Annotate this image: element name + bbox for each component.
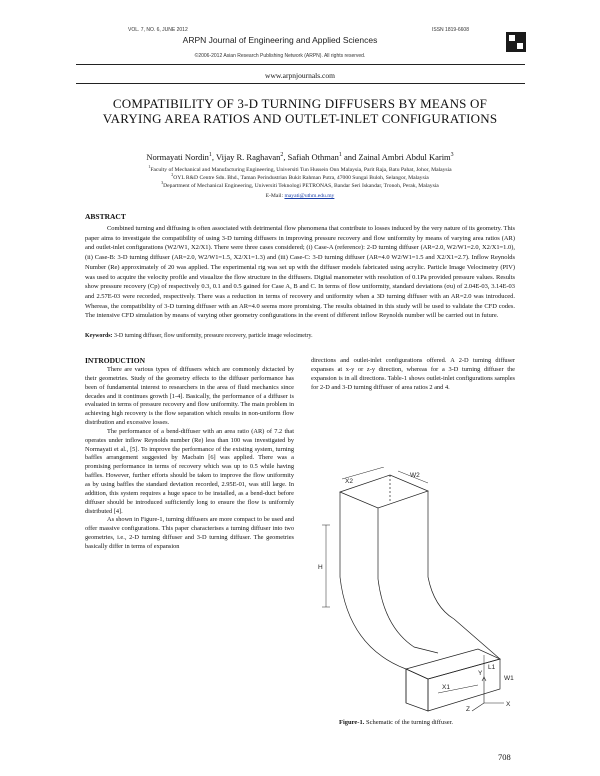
- copyright-notice: ©2006-2012 Asian Research Publishing Network (ARPN). All rights reserved.: [194, 53, 366, 59]
- label-l1: L1: [488, 664, 496, 671]
- paragraph: There are various types of diffusers which are commonly dictacted by their geometries. Study of the geometry effects to the diffuser performance has been of fundamental interest to researchers in the area of fluid mechanics since decades and it continues growth [1-4]. Basically, the performance of a diffuser is evaluated in terms of pressure recovery and flow uniformity. The main problem in achieving high recovery is the flow separation which results in non-uniform flow distribution and excessive losses.: [85, 366, 294, 427]
- paper-title: COMPATIBILITY OF 3-D TURNING DIFFUSERS BY MEANS OF VARYING AREA RATIOS AND OUTLET-INLET CONFIGURATIONS: [102, 96, 498, 126]
- diffuser-side-curve: [428, 491, 454, 619]
- abstract-heading: ABSTRACT: [85, 212, 126, 221]
- paragraph: As shown in Figure-1, turning diffusers are more compact to be used and offer massive configurations. This paper characterises a turning diffuser into two geometries, i.e., 2-D turning diffuser and 3-D turning diffuser. The geometries basically differ in terms of expansion: [85, 516, 294, 550]
- journal-name: ARPN Journal of Engineering and Applied Sciences: [182, 35, 378, 45]
- outlet-top-face: [406, 649, 500, 679]
- journal-website: www.arpnjournals.com: [265, 71, 335, 80]
- paragraph: The performance of a bend-diffuser with an area ratio (AR) of 7.2 that operates under inflow Reynolds number (Re) less than 100 was investigated by Normayati et al., [5]. To improve the performance of the existing system, turning baffles arrangement suggested by Macbain [6] was applied. There was a promising performance in terms of recovery which was up to 0.5 while having baffles. However, further efforts should be taken to improve the flow uniformity as by using baffles the standard deviation recorded, 2.95E-01, was still large. In addition, this system requires a huge space to be installed, as a bend-duct before diffuser should be introduced sufficiently long to ensure the flow is uniformly distributed [4].: [85, 427, 294, 515]
- intro-left-column: [85, 366, 294, 552]
- author-name: Zainal Ambri Abdul Karim: [358, 152, 451, 162]
- diffuser-back-curve: [340, 492, 406, 703]
- journal-logo: [506, 32, 526, 52]
- issn: ISSN 1819-6608: [432, 27, 469, 33]
- label-h: H: [318, 564, 323, 571]
- paragraph: directions and outlet-inlet configurations offered. A 2-D turning diffuser expanses at x-y or z-y direction, whereas for a 3-D turning diffuser the expansion is in all directions. Table-1 shows outlet-inlet configurations samples for 2-D and 3-D turning diffuser of area ratios 2 and 4.: [311, 357, 515, 391]
- contact-email: E-Mail: mayati@uthm.edu.my: [265, 193, 335, 199]
- label-x1: X1: [442, 684, 450, 691]
- axis-y-label: Y: [478, 670, 483, 677]
- email-link[interactable]: mayati@uthm.edu.my: [284, 193, 335, 199]
- volume-info: VOL. 7, NO. 6, JUNE 2012: [128, 27, 188, 33]
- affiliation: $^1$Faculty of Mechanical and Manufacturing Engineering, Universiti Tun Hussein Onn Malaysia, Parit Raja, Batu Pahat, Johor, Malaysia: [148, 165, 452, 173]
- label-w2: W2: [410, 472, 420, 479]
- intro-right-column: [311, 357, 515, 392]
- label-x2: X2: [345, 478, 353, 485]
- header-divider: [76, 64, 525, 65]
- abstract-body: Combined turning and diffusing is often associated with detrimental flow phenomena that contribute to losses induced by the very nature of its geometry. This paper aims to investigate the compatibility of using 3-D turning diffusers in improving pressure recovery and flow uniformity by means of varying area ratios (AR) and outlet-inlet configurations (W2/W1, X2/X1). There were three cases considered; (i) Case-A (reference): 2-D turning diffuser (AR=2.0, W2/W1=2.0, X2/X1=1.0), (ii) Case-B: 3-D turning diffuser (AR=2.0, W2/W1=1.5, X2/X1=1.3) and (iii) Case-C: 3-D turning diffuser (AR=4.0 W2/W1=1.5 and X2/X1=2.7). Inflow Reynolds Number (Re) approximately of 20 was applied. The experimental rig was set up with the diffuser models fabricated using acrylic. Particle Image Velocimetry (PIV) was used to acquire the velocity profile and visualize the flow structure in the diffusers. Digital manometer with resolution of 0.1Pa provided pressure values. Results show pressure recovery (Cp) of respectively 0.3, 0.1 and 0.5 gained for Case A, B and C. In terms of flow uniformity, standard deviations (σu) of 2.04E-03, 3.14E-03 and 2.57E-03 were recorded, respectively. There was a reduction in terms of recovery and uniformity when a 3D turning diffuser with an AR=2.0 was introduced. Whereas, the compatibility of 3-D turning diffuser with an AR=4.0 seems more promising. The results obtained in this study will be used to validate the CFD codes. The intensive CFD simulation by means of varying other geometry configurations in the event of different inflow Reynolds number will be carried out in future.: [85, 225, 515, 320]
- site-divider: [76, 83, 525, 84]
- author-name: Normayati Nordin: [146, 152, 209, 162]
- outlet-side-face: [406, 669, 428, 711]
- inlet-face: [340, 475, 428, 508]
- affiliation: $^2$OYL R&D Centre Sdn. Bhd., Taman Perindustrian Bukit Rahman Putra, 47000 Sungai Buloh, Selangor, Malaysia: [171, 173, 429, 181]
- axis-x-label: X: [506, 701, 511, 708]
- intro-heading: INTRODUCTION: [85, 356, 146, 365]
- keywords: Keywords: 3-D turning diffuser, flow uniformity, pressure recovery, particle image velocimetry.: [85, 333, 313, 339]
- affiliation: $^3$Department of Mechanical Engineering, Universiti Teknologi PETRONAS, Bandar Seri Iskandar, Tronoh, Perak, Malaysia: [161, 181, 439, 189]
- turning-diffuser-schematic: [318, 467, 518, 713]
- author-name: Vijay R. Raghavan: [216, 152, 281, 162]
- author-list: Normayati Nordin$^1$, Vijay R. Raghavan$^2$, Safiah Othman$^1$ and Zainal Ambri Abdul Karim$^3$: [146, 152, 454, 162]
- label-w1: W1: [504, 675, 514, 682]
- page-number: 708: [498, 752, 511, 762]
- figure-caption: Figure-1. Schematic of the turning diffuser.: [339, 719, 454, 726]
- author-name: Safiah Othman: [287, 152, 339, 162]
- axis-z-label: Z: [466, 706, 470, 713]
